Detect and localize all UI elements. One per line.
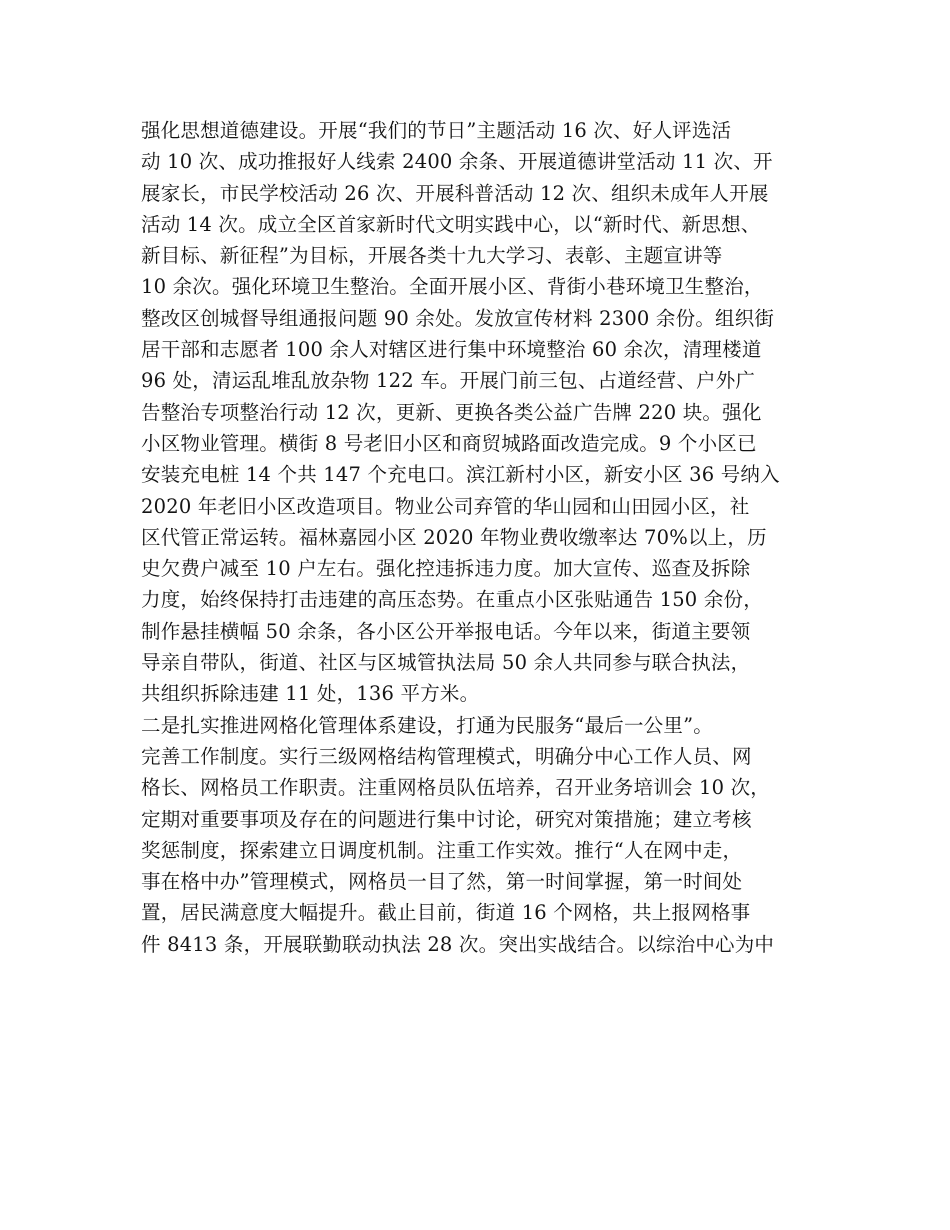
text-line: 强化思想道德建设。开展“我们的节日”主题活动 16 次、好人评选活 — [141, 119, 732, 142]
text-line: 告整治专项整治行动 12 次，更新、更换各类公益广告牌 220 块。强化 — [141, 400, 762, 424]
text-line: 整改区创城督导组通报问题 90 余处。发放宣传材料 2300 余份。组织街 — [141, 306, 775, 330]
text-line: 置，居民满意度大幅提升。截止目前，街道 16 个网格，共上报网格事 — [141, 901, 751, 925]
text-line: 定期对重要事项及存在的问题进行集中讨论，研究对策措施；建立考核 — [141, 807, 752, 831]
section-heading: 二是扎实推进网格化管理体系建设，打通为民服务“最后一公里”。 — [141, 713, 713, 737]
text-line: 96 处，清运乱堆乱放杂物 122 车。开展门前三包、占道经营、户外广 — [141, 369, 756, 393]
text-line: 活动 14 次。成立全区首家新时代文明实践中心，以“新时代、新思想、 — [141, 212, 761, 236]
text-line: 安装充电桩 14 个共 147 个充电口。滨江新村小区，新安小区 36 号纳入 — [141, 463, 780, 487]
text-line: 完善工作制度。实行三级网格结构管理模式，明确分中心工作人员、网 — [141, 744, 752, 768]
text-line: 动 10 次、成功推报好人线索 2400 余条、开展道德讲堂活动 11 次、开 — [141, 150, 773, 174]
text-line: 格长、网格员工作职责。注重网格员队伍培养，召开业务培训会 10 次， — [141, 776, 771, 800]
text-line: 10 余次。强化环境卫生整治。全面开展小区、背街小巷环境卫生整治， — [141, 275, 764, 299]
body-text — [141, 115, 841, 960]
text-line: 共组织拆除违建 11 处，136 平方米。 — [141, 682, 480, 706]
text-line: 力度，始终保持打击违建的高压态势。在重点小区张贴通告 150 余份， — [141, 588, 763, 612]
text-line: 2020 年老旧小区改造项目。物业公司弃管的华山园和山田园小区，社 — [141, 494, 750, 518]
text-line: 区代管正常运转。福林嘉园小区 2020 年物业费收缴率达 70%以上，历 — [141, 525, 767, 549]
text-line: 事在格中办”管理模式，网格员一目了然，第一时间掌握，第一时间处 — [141, 870, 743, 894]
text-line: 居干部和志愿者 100 余人对辖区进行集中环境整治 60 余次，清理楼道 — [141, 338, 762, 362]
text-line: 史欠费户减至 10 户左右。强化控违拆违力度。加大宣传、巡查及拆除 — [141, 557, 751, 581]
text-line: 导亲自带队，街道、社区与区城管执法局 50 余人共同参与联合执法， — [141, 651, 751, 675]
text-line: 小区物业管理。横街 8 号老旧小区和商贸城路面改造完成。9 个小区已 — [141, 431, 757, 455]
text-line: 新目标、新征程”为目标，开展各类十九大学习、表彰、主题宣讲等 — [141, 244, 723, 268]
text-line: 件 8413 条，开展联勤联动执法 28 次。突出实战结合。以综治中心为中 — [141, 932, 775, 956]
text-line: 制作悬挂横幅 50 余条，各小区公开举报电话。今年以来，街道主要领 — [141, 619, 751, 643]
text-line: 展家长，市民学校活动 26 次、开展科普活动 12 次、组织未成年人开展 — [141, 181, 769, 205]
text-line: 奖惩制度，探索建立日调度机制。注重工作实效。推行“人在网中走， — [141, 838, 743, 862]
